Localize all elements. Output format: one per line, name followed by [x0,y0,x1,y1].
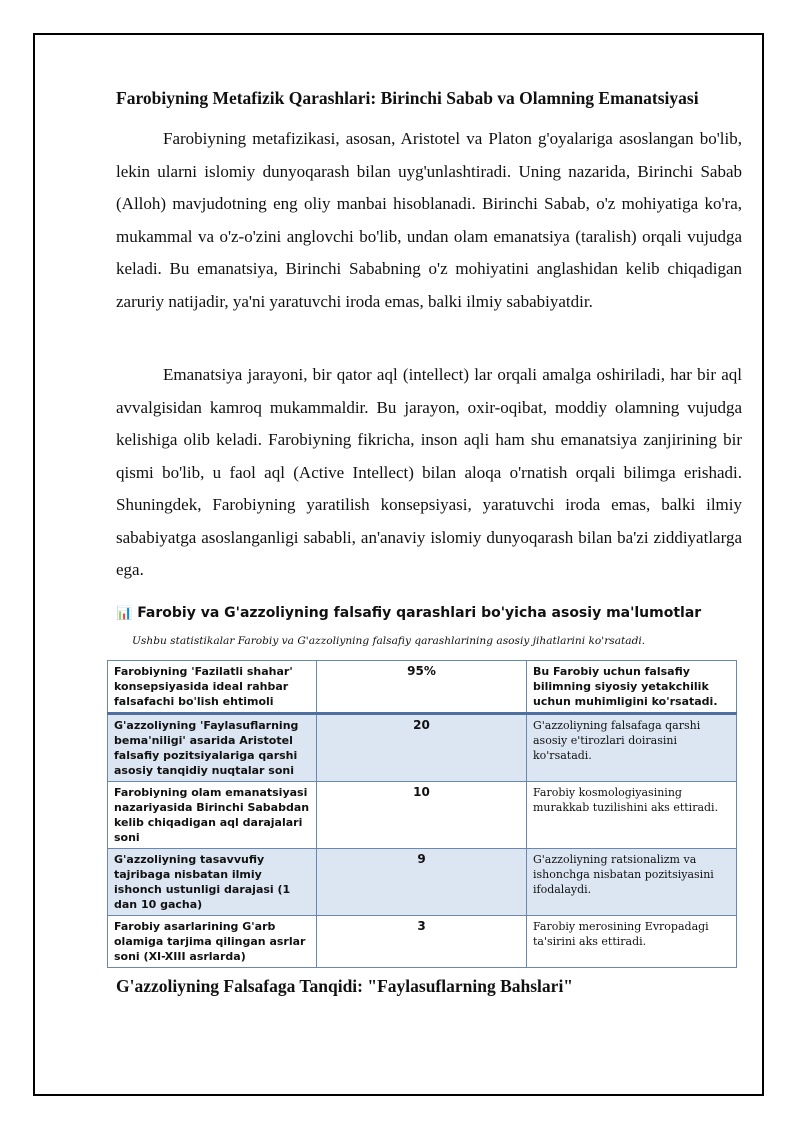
table-subtitle: Ushbu statistikalar Farobiy va G'azzoliyning falsafiy qarashlarining asosiy jihatlarini ko'rsatadi. [132,635,646,647]
table-row [108,849,737,916]
table-row [108,916,737,968]
row-label: Farobiyning olam emanatsiyasi nazariyasida Birinchi Sababdan kelib chiqadigan aql darajalari soni [108,782,317,849]
table-row [108,714,737,782]
row-value: 3 [317,916,527,968]
row-note: G'azzoliyning ratsionalizm va ishonchga nisbatan pozitsiyasini ifodalaydi. [527,849,737,916]
table-row [108,661,737,714]
row-value: 9 [317,849,527,916]
paragraph-2: Emanatsiya jarayoni, bir qator aql (intellect) lar orqali amalga oshiriladi, har bir aql avvalgisidan kamroq mukammaldir. Bu jarayon, oxir-oqibat, moddiy olamning vujudga kelishiga olib keladi. Farobiyning fikricha, inson aqli ham shu emanatsiya zanjirining bir qismi bo'lib, u faol aql (Active Intellect) bilan aloqa o'rnatish orqali bilimga erishadi. Shuningdek, Farobiyning yaratilish konsepsiyasi, yaratuvchi iroda emas, balki ilmiy sababiyatga asoslanganligi sababli, an'anaviy islomiy dunyoqarash bilan ba'zi ziddiyatlarga ega. [116,365,742,579]
statistics-table [107,660,737,968]
row-note: G'azzoliyning falsafaga qarshi asosiy e'tirozlari doirasini ko'rsatadi. [527,714,737,782]
section-heading-2: G'azzoliyning Falsafaga Tanqidi: "Faylasuflarning Bahslari" [116,976,574,996]
row-note: Farobiy kosmologiyasining murakkab tuzilishini aks ettiradi. [527,782,737,849]
section-heading: Farobiyning Metafizik Qarashlari: Birinchi Sabab va Olamning Emanatsiyasi [116,88,699,108]
row-value: 10 [317,782,527,849]
row-note: Bu Farobiy uchun falsafiy bilimning siyosiy yetakchilik uchun muhimligini ko'rsatadi. [527,661,737,714]
row-value: 95% [317,661,527,714]
row-label: Farobiyning 'Fazilatli shahar' konsepsiyasida ideal rahbar falsafachi bo'lish ehtimoli [108,661,317,714]
row-label: G'azzoliyning tasavvufiy tajribaga nisbatan ilmiy ishonch ustunligi darajasi (1 dan 10 gacha) [108,849,317,916]
table-row [108,782,737,849]
row-label: Farobiy asarlarining G'arb olamiga tarjima qilingan asrlar soni (XI-XIII asrlarda) [108,916,317,968]
table-title [116,605,756,621]
row-note: Farobiy merosining Evropadagi ta'sirini aks ettiradi. [527,916,737,968]
row-label: G'azzoliyning 'Faylasuflarning bema'niligi' asarida Aristotel falsafiy pozitsiyalariga qarshi asosiy tanqidiy nuqtalar soni [108,714,317,782]
table-title-text: Farobiy va G'azzoliyning falsafiy qarashlari bo'yicha asosiy ma'lumotlar [137,605,702,621]
bar-chart-icon: 📊 [116,606,133,621]
paragraph-1: Farobiyning metafizikasi, asosan, Aristotel va Platon g'oyalariga asoslangan bo'lib, lekin ularni islomiy dunyoqarash bilan uyg'unlashtiradi. Uning nazarida, Birinchi Sabab (Alloh) mavjudotning eng oliy manbai hisoblanadi. Birinchi Sabab, o'z mohiyatiga ko'ra, mukammal va o'z-o'zini anglovchi bo'lib, undan olam emanatsiya (taralish) orqali vujudga keladi. Bu emanatsiya, Birinchi Sababning o'z mohiyatini anglashidan kelib chiqadigan zaruriy natijadir, ya'ni yaratuvchi iroda emas, balki ilmiy sababiyatdir. [116,129,742,311]
row-value: 20 [317,714,527,782]
